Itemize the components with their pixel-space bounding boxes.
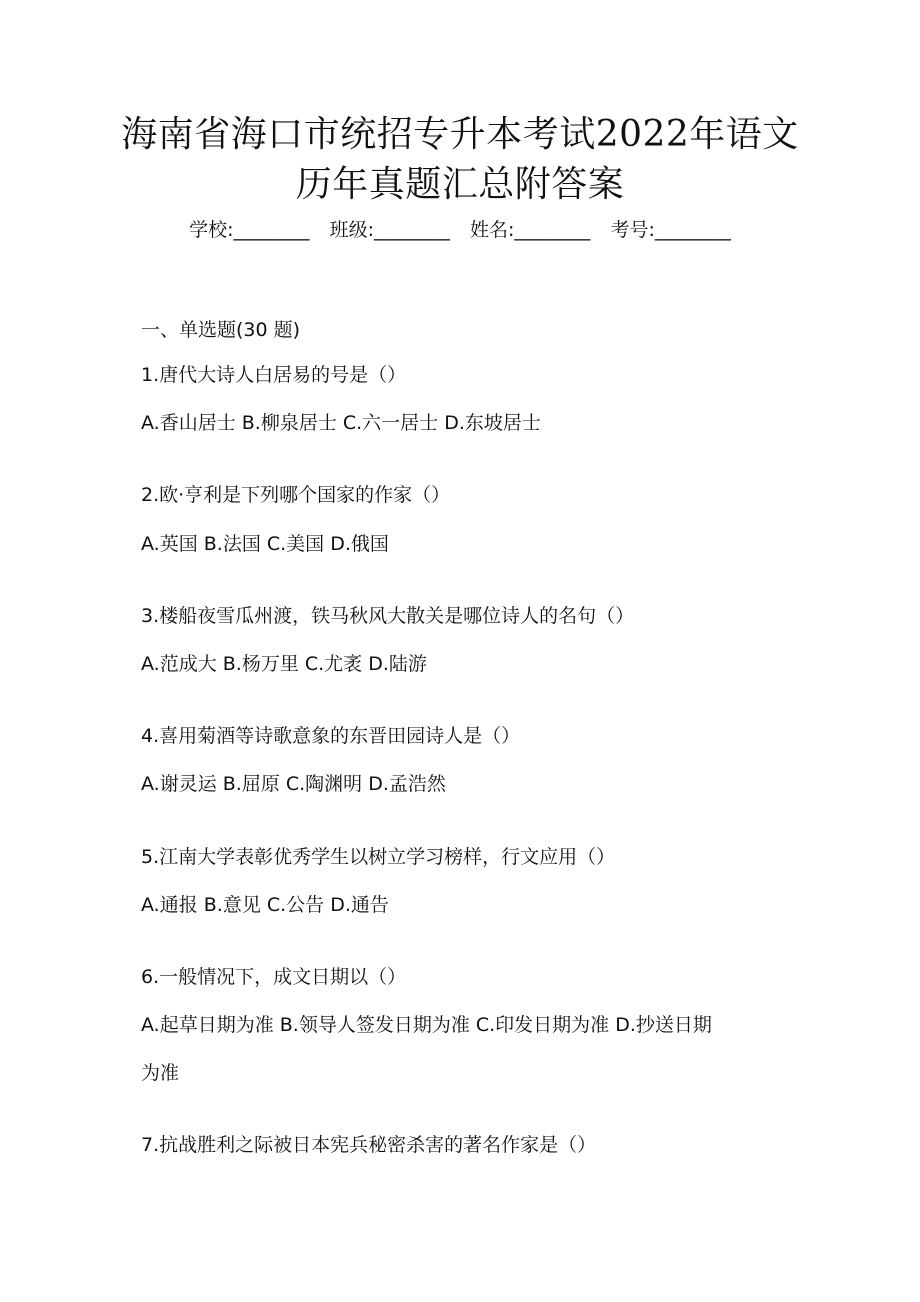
exam-title-line-2: 历年真题汇总附答案 (295, 164, 625, 205)
exam-number-label: 考号: (610, 219, 655, 241)
school-field (189, 216, 309, 244)
question-6-stem: 6.一般情况下，成文日期以（） (141, 966, 407, 988)
question-2-stem: 2.欧·亨利是下列哪个国家的作家（） (141, 484, 451, 506)
question-5-options: A.通报 B.意见 C.公告 D.通告 (141, 894, 389, 916)
school-blank: ________ (233, 219, 310, 241)
question-3-stem: 3.楼船夜雪瓜州渡，铁马秋风大散关是哪位诗人的名句（） (141, 605, 635, 627)
name-label: 姓名: (470, 219, 515, 241)
question-3-options: A.范成大 B.杨万里 C.尤袤 D.陆游 (141, 653, 427, 675)
question-5-stem: 5.江南大学表彰优秀学生以树立学习榜样，行文应用（） (141, 846, 616, 868)
question-6-options-line-2: 为准 (141, 1062, 180, 1084)
question-7-stem: 7.抗战胜利之际被日本宪兵秘密杀害的著名作家是（） (141, 1134, 597, 1156)
question-2-options: A.英国 B.法国 C.美国 D.俄国 (141, 533, 389, 555)
exam-number-blank: ________ (654, 219, 731, 241)
question-1-options: A.香山居士 B.柳泉居士 C.六一居士 D.东坡居士 (141, 412, 541, 434)
section-heading: 一、单选题(30 题) (141, 319, 301, 341)
question-4-stem: 4.喜用菊酒等诗歌意象的东晋田园诗人是（） (141, 725, 521, 747)
class-label: 班级: (329, 219, 374, 241)
student-info-fields (0, 216, 920, 244)
name-blank: ________ (514, 219, 591, 241)
exam-title-line-1: 海南省海口市统招专升本考试2022年语文 (121, 114, 799, 155)
class-blank: ________ (373, 219, 450, 241)
class-field (330, 216, 450, 244)
school-label: 学校: (189, 219, 234, 241)
question-6-options-line-1: A.起草日期为准 B.领导人签发日期为准 C.印发日期为准 D.抄送日期 (141, 1014, 712, 1036)
exam-number-field (610, 216, 730, 244)
question-4-options: A.谢灵运 B.屈原 C.陶渊明 D.孟浩然 (141, 773, 446, 795)
name-field (470, 216, 590, 244)
question-1-stem: 1.唐代大诗人白居易的号是（） (141, 364, 407, 386)
